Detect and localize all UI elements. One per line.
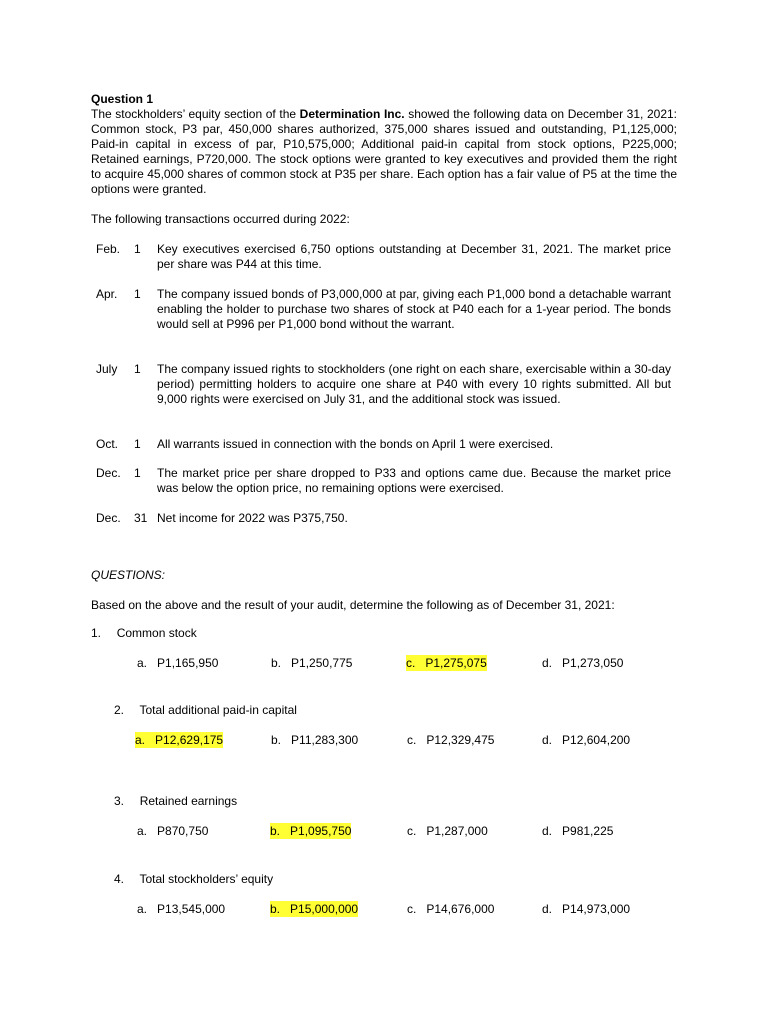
- option-value: P15,000,000: [290, 902, 359, 916]
- option-value: P1,165,950: [157, 656, 219, 670]
- option-letter: a.: [137, 824, 148, 838]
- transaction-month: Feb.: [96, 242, 121, 256]
- option-letter: b.: [270, 902, 281, 916]
- answer-option-highlighted: [270, 901, 358, 917]
- question-item: [114, 872, 273, 886]
- question-intro: [91, 107, 677, 197]
- answer-option-highlighted: [135, 732, 223, 748]
- transactions-intro: The following transactions occurred during 2022:: [91, 212, 350, 226]
- option-value: P1,250,775: [291, 656, 353, 670]
- transaction-text: Key executives exercised 6,750 options outstanding at December 31, 2021. The market price per share was P44 at this time.: [157, 242, 671, 271]
- answer-option: [542, 732, 630, 748]
- questions-heading: QUESTIONS:: [91, 568, 166, 582]
- answer-option-highlighted: [270, 823, 351, 839]
- item-label: Retained earnings: [139, 794, 238, 808]
- transaction-day: 1: [134, 287, 141, 301]
- option-value: P1,275,075: [425, 656, 487, 670]
- transaction-month: Oct.: [96, 437, 119, 451]
- transaction-text: All warrants issued in connection with the bonds on April 1 were exercised.: [157, 437, 554, 451]
- question-item: [91, 626, 197, 640]
- answer-option: [407, 732, 494, 748]
- option-value: P1,273,050: [562, 656, 624, 670]
- option-letter: d.: [542, 824, 553, 838]
- option-letter: c.: [407, 902, 417, 916]
- option-value: P12,629,175: [155, 733, 224, 747]
- option-letter: b.: [271, 656, 282, 670]
- answer-option: [542, 823, 613, 839]
- intro-text: The stockholders’ equity section of the: [91, 107, 300, 121]
- answer-option: [407, 901, 494, 917]
- answer-option: [407, 823, 488, 839]
- option-letter: d.: [542, 902, 553, 916]
- item-number: 3.: [114, 794, 125, 808]
- transaction-day: 31: [134, 511, 148, 525]
- question-item: [114, 703, 297, 717]
- option-value: P870,750: [157, 824, 209, 838]
- answer-option: [137, 655, 218, 671]
- answer-option: [137, 823, 208, 839]
- option-letter: b.: [270, 824, 281, 838]
- transaction-month: Apr.: [96, 287, 118, 301]
- option-value: P14,973,000: [562, 902, 631, 916]
- item-label: Total additional paid-in capital: [139, 703, 297, 717]
- company-name: Determination Inc.: [299, 107, 405, 121]
- option-value: P12,604,200: [562, 733, 631, 747]
- questions-intro: Based on the above and the result of your audit, determine the following as of December 31, 2021:: [91, 598, 615, 612]
- item-number: 2.: [114, 703, 125, 717]
- option-value: P14,676,000: [426, 902, 495, 916]
- transaction-text: The market price per share dropped to P33 and options came due. Because the market price was below the option price, no remaining options were exercised.: [157, 466, 671, 495]
- transaction-month: Dec.: [96, 511, 121, 525]
- item-number: 1.: [91, 626, 102, 640]
- answer-option: [271, 655, 352, 671]
- answer-option: [542, 655, 623, 671]
- transaction-day: 1: [134, 242, 141, 256]
- answer-option-highlighted: [406, 655, 487, 671]
- transaction-day: 1: [134, 437, 141, 451]
- option-letter: a.: [135, 733, 146, 747]
- transaction-month: Dec.: [96, 466, 121, 480]
- transaction-text: The company issued bonds of P3,000,000 at par, giving each P1,000 bond a detachable warrant enabling the holder to purchase two shares of stock at P40 each for a 1-year period. The bonds would sell at P996 per P1,000 bond without the warrant.: [157, 287, 671, 331]
- option-letter: d.: [542, 656, 553, 670]
- transaction-month: July: [96, 362, 118, 376]
- option-value: P1,095,750: [290, 824, 352, 838]
- item-label: Common stock: [116, 626, 197, 640]
- question-item: [114, 794, 237, 808]
- option-letter: c.: [407, 824, 417, 838]
- answer-option: [542, 901, 630, 917]
- item-label: Total stockholders’ equity: [139, 872, 274, 886]
- answer-option: [137, 901, 225, 917]
- option-value: P981,225: [562, 824, 614, 838]
- intro-text-rest: showed the following data on December 31, 2021: Common stock, P3 par, 450,000 shares authorized, 375,000 shares issued and outstanding, P1,125,000; Paid-in capital in excess of par, P10,575,000; Additional paid-in capital from stock options, P225,000; Retained earnings, P720,000. The stock options were granted to key executives and provided them the right to acquire 45,000 shares of common stock at P35 per share. Each option has a fair value of P5 at the time the options were granted.: [91, 107, 678, 196]
- item-number: 4.: [114, 872, 125, 886]
- option-value: P11,283,300: [291, 733, 359, 747]
- option-value: P12,329,475: [426, 733, 495, 747]
- answer-option: [271, 732, 358, 748]
- transaction-text: The company issued rights to stockholders (one right on each share, exercisable within a 30-day period) permitting holders to acquire one share at P40 with every 10 rights submitted. All but 9,000 rights were exercised on July 31, and the additional stock was issued.: [157, 362, 671, 406]
- option-letter: c.: [407, 733, 417, 747]
- option-value: P1,287,000: [426, 824, 488, 838]
- option-letter: d.: [542, 733, 553, 747]
- question-title: Question 1: [91, 92, 154, 106]
- option-letter: c.: [406, 656, 416, 670]
- option-letter: a.: [137, 656, 148, 670]
- option-letter: b.: [271, 733, 282, 747]
- transaction-day: 1: [134, 466, 141, 480]
- option-letter: a.: [137, 902, 148, 916]
- transaction-day: 1: [134, 362, 141, 376]
- transaction-text: Net income for 2022 was P375,750.: [157, 511, 348, 525]
- option-value: P13,545,000: [157, 902, 226, 916]
